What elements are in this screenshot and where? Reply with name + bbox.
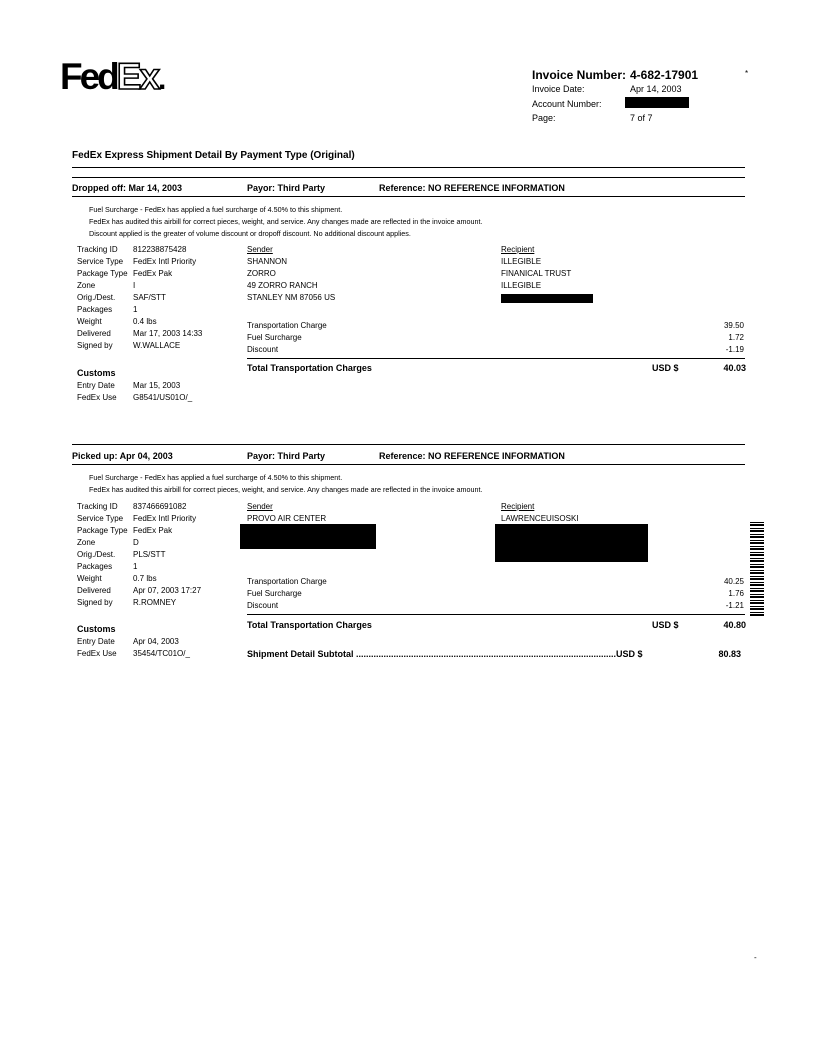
sender-line: STANLEY NM 87056 US [247, 293, 336, 302]
detail-label: Service Type [77, 514, 124, 523]
detail-value: 1 [133, 305, 138, 314]
customs-field-label: FedEx Use [77, 649, 117, 658]
detail-label: Zone [77, 281, 96, 290]
customs-field-value: Apr 04, 2003 [133, 637, 179, 646]
charge-amount: 1.76 [728, 589, 744, 598]
subtotal-label: Shipment Detail Subtotal ........................................................................................................USD $ [247, 649, 643, 659]
title-divider [72, 167, 745, 168]
logo-fed-text: Fed [60, 56, 117, 97]
sender-label: Sender [247, 245, 273, 254]
charge-label: Transportation Charge [247, 577, 327, 586]
detail-label: Delivered [77, 329, 111, 338]
recipient-line: ILLEGIBLE [501, 281, 542, 290]
shipment-2-top-rule [72, 444, 745, 445]
detail-value: FedEx Pak [133, 269, 173, 278]
detail-label: Tracking ID [77, 502, 118, 511]
section-title: FedEx Express Shipment Detail By Payment Type (Original) [72, 150, 355, 161]
charge-label: Fuel Surcharge [247, 589, 302, 598]
detail-label: Zone [77, 538, 96, 547]
corner-mark: * [745, 69, 749, 78]
logo-ex-text: Ex [116, 56, 159, 97]
charge-label: Discount [247, 601, 279, 610]
customs-label: Customs [77, 368, 116, 378]
detail-value: PLS/STT [133, 550, 166, 559]
detail-value: W.WALLACE [133, 341, 181, 350]
total-label: Total Transportation Charges [247, 620, 372, 630]
logo-dot: . [158, 63, 167, 96]
shipment-1-date: Dropped off: Mar 14, 2003 [72, 183, 183, 193]
detail-value: 0.7 lbs [133, 574, 157, 583]
detail-value: SAF/STT [133, 293, 166, 302]
detail-value: FedEx Pak [133, 526, 173, 535]
tracking-id: 812238875428 [133, 245, 187, 254]
detail-label: Tracking ID [77, 245, 118, 254]
recipient-label: Recipient [501, 245, 535, 254]
shipment-1-header-rule [72, 196, 745, 197]
shipment-1-payor: Payor: Third Party [247, 183, 326, 193]
page-label: Page: [532, 113, 556, 123]
sender-line: SHANNON [247, 257, 288, 266]
account-number-redaction [625, 97, 689, 108]
detail-label: Signed by [77, 341, 113, 350]
charge-label: Fuel Surcharge [247, 333, 302, 342]
invoice-number-label: Invoice Number: [532, 68, 627, 82]
tracking-id: 837466691082 [133, 502, 187, 511]
sender-line: ZORRO [247, 269, 276, 278]
account-number-label: Account Number: [532, 99, 602, 109]
page-number: 7 of 7 [630, 113, 653, 123]
charge-amount: 39.50 [723, 321, 744, 330]
total-currency: USD $ [652, 363, 679, 373]
shipment-2-note: FedEx has audited this airbill for correct pieces, weight, and service. Any changes made are reflected in the invoice amount. [89, 485, 483, 494]
customs-field-value: G8541/US01O/_ [133, 393, 193, 402]
charge-label: Discount [247, 345, 279, 354]
recipient-line: LAWRENCEUISOSKI [501, 514, 579, 523]
detail-value: R.ROMNEY [133, 598, 177, 607]
charge-amount: 1.72 [728, 333, 744, 342]
shipment-1-note: Discount applied is the greater of volume discount or dropoff discount. No additional discount applies. [89, 229, 411, 238]
total-label: Total Transportation Charges [247, 363, 372, 373]
shipment-1-top-rule [72, 177, 745, 178]
shipment-2-header-rule [72, 464, 745, 465]
detail-label: Service Type [77, 257, 124, 266]
detail-value: Apr 07, 2003 17:27 [133, 586, 202, 595]
customs-field-value: Mar 15, 2003 [133, 381, 181, 390]
detail-label: Packages [77, 562, 113, 571]
detail-label: Signed by [77, 598, 113, 607]
total-currency: USD $ [652, 620, 679, 630]
invoice-date-label: Invoice Date: [532, 84, 585, 94]
charge-amount: -1.21 [725, 601, 744, 610]
detail-value: FedEx Intl Priority [133, 514, 197, 523]
recipient-line: ILLEGIBLE [501, 257, 542, 266]
detail-label: Package Type [77, 269, 128, 278]
recipient-redaction [501, 294, 593, 303]
invoice-number: 4-682-17901 [630, 68, 699, 82]
shipment-1-note: Fuel Surcharge - FedEx has applied a fuel surcharge of 4.50% to this shipment. [89, 205, 343, 214]
sender-line: PROVO AIR CENTER [247, 514, 327, 523]
charge-amount: 40.25 [723, 577, 744, 586]
detail-value: 0.4 lbs [133, 317, 157, 326]
customs-field-label: Entry Date [77, 381, 115, 390]
recipient-redaction [495, 524, 648, 562]
charge-amount: -1.19 [725, 345, 744, 354]
detail-label: Package Type [77, 526, 128, 535]
sender-line: 49 ZORRO RANCH [247, 281, 318, 290]
detail-label: Weight [77, 574, 102, 583]
shipment-1-reference: Reference: NO REFERENCE INFORMATION [379, 183, 565, 193]
detail-label: Orig./Dest. [77, 293, 116, 302]
detail-value: D [133, 538, 139, 547]
customs-field-value: 35454/TC01O/_ [133, 649, 190, 658]
customs-field-label: Entry Date [77, 637, 115, 646]
sender-label: Sender [247, 502, 273, 511]
charges-rule [247, 614, 745, 615]
shipment-2-payor: Payor: Third Party [247, 451, 326, 461]
detail-label: Orig./Dest. [77, 550, 116, 559]
invoice-date: Apr 14, 2003 [630, 84, 682, 94]
charge-label: Transportation Charge [247, 321, 327, 330]
detail-value: I [133, 281, 136, 290]
shipment-1-note: FedEx has audited this airbill for correct pieces, weight, and service. Any changes made are reflected in the invoice amount. [89, 217, 483, 226]
shipment-2-date: Picked up: Apr 04, 2003 [72, 451, 173, 461]
detail-label: Weight [77, 317, 102, 326]
total-amount: 40.03 [723, 363, 746, 373]
customs-field-label: FedEx Use [77, 393, 117, 402]
shipment-2-note: Fuel Surcharge - FedEx has applied a fuel surcharge of 4.50% to this shipment. [89, 473, 343, 482]
sender-redaction [240, 524, 376, 549]
detail-value: FedEx Intl Priority [133, 257, 197, 266]
subtotal-amount: 80.83 [718, 649, 741, 659]
fedex-logo [60, 58, 166, 95]
recipient-label: Recipient [501, 502, 535, 511]
charges-rule [247, 358, 745, 359]
footer-mark: - [754, 953, 757, 962]
detail-label: Delivered [77, 586, 111, 595]
recipient-line: FINANICAL TRUST [501, 269, 572, 278]
shipment-2-reference: Reference: NO REFERENCE INFORMATION [379, 451, 565, 461]
customs-label: Customs [77, 624, 116, 634]
detail-value: 1 [133, 562, 138, 571]
total-amount: 40.80 [723, 620, 746, 630]
barcode [750, 522, 764, 618]
detail-label: Packages [77, 305, 113, 314]
detail-value: Mar 17, 2003 14:33 [133, 329, 203, 338]
